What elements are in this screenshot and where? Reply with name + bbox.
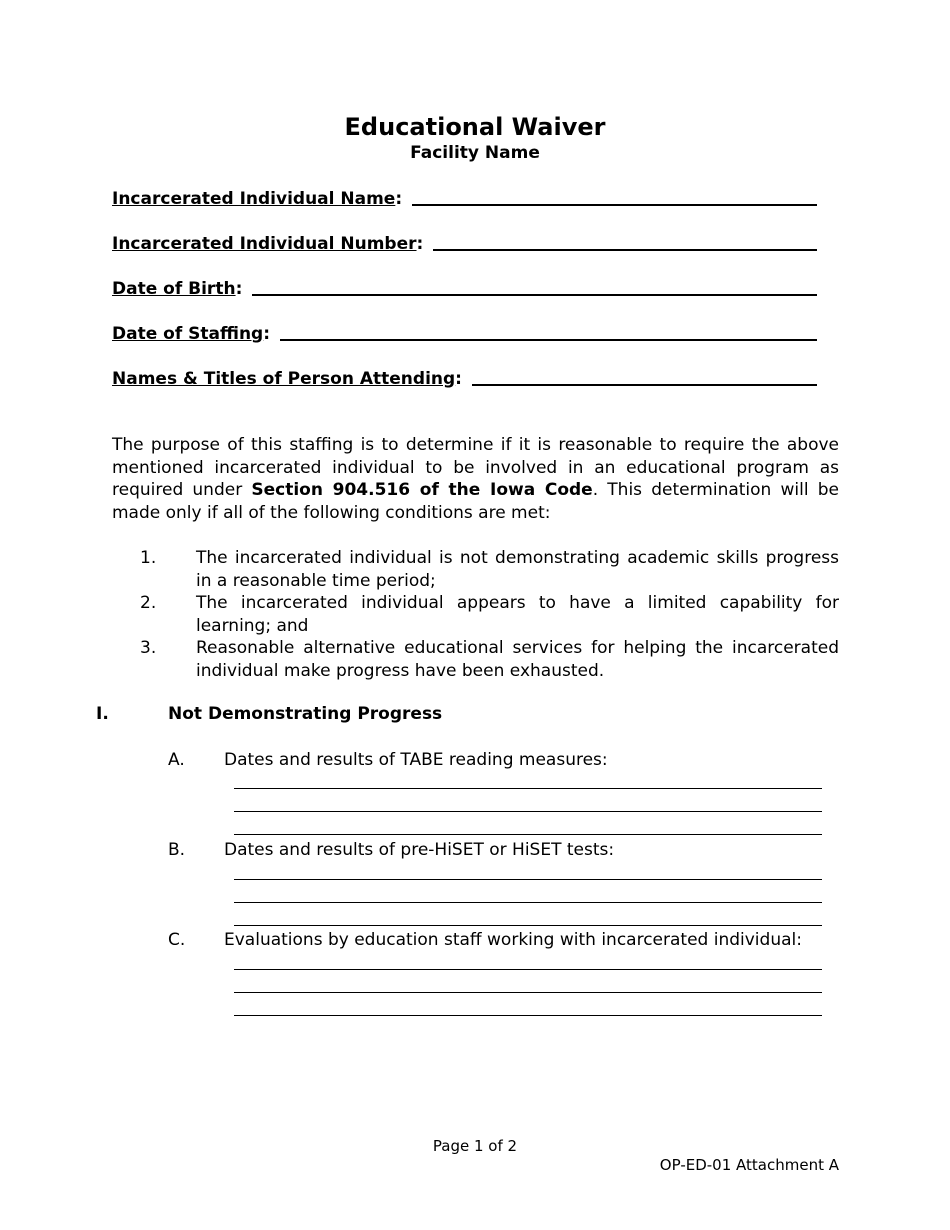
- field-label: Date of Birth: [112, 279, 236, 299]
- document-title: Educational Waiver: [344, 113, 606, 141]
- condition-number: 2.: [140, 593, 157, 613]
- condition-text: Reasonable alternative educational services for helping the incarcerated individual make progress have been exhausted.: [196, 638, 839, 681]
- item-letter: B.: [168, 840, 186, 860]
- purpose-text-start: The purpose of this staffing is to determine if it is reasonable to require the above mentioned incarcerated individual to be involved in an educational program as required under: [112, 435, 839, 501]
- field-colon: :: [395, 189, 403, 209]
- page-number: Page 1 of 2: [432, 1137, 518, 1155]
- field-individual-name: [112, 186, 817, 210]
- write-in-line[interactable]: [234, 834, 822, 835]
- write-in-line[interactable]: [234, 788, 822, 789]
- item-text: Evaluations by education staff working with incarcerated individual:: [224, 930, 802, 950]
- individual-name-blank[interactable]: [412, 204, 817, 206]
- item-letter: A.: [168, 750, 185, 770]
- field-label: Incarcerated Individual Number: [112, 234, 417, 254]
- field-label: Incarcerated Individual Name: [112, 189, 396, 209]
- date-of-staffing-blank[interactable]: [280, 339, 817, 341]
- write-in-line[interactable]: [234, 969, 822, 970]
- condition-text: The incarcerated individual is not demonstrating academic skills progress in a reasonable time period;: [196, 548, 839, 591]
- field-colon: :: [235, 279, 243, 299]
- write-in-line[interactable]: [234, 902, 822, 903]
- facility-name: Facility Name: [410, 143, 540, 163]
- write-in-line[interactable]: [234, 1015, 822, 1016]
- purpose-text-end: . This determination will be made only if all of the following conditions are met:: [112, 480, 839, 523]
- section-title: Not Demonstrating Progress: [168, 704, 443, 724]
- write-in-line[interactable]: [234, 811, 822, 812]
- field-label: Date of Staffing: [112, 324, 264, 344]
- field-date-of-staffing: [112, 321, 817, 345]
- field-colon: :: [263, 324, 271, 344]
- field-persons-attending: [112, 366, 817, 390]
- item-letter: C.: [168, 930, 186, 950]
- field-colon: :: [416, 234, 424, 254]
- document-id: OP-ED-01 Attachment A: [659, 1156, 839, 1174]
- write-in-line[interactable]: [234, 925, 822, 926]
- item-text: Dates and results of pre-HiSET or HiSET tests:: [224, 840, 615, 860]
- write-in-line[interactable]: [234, 992, 822, 993]
- field-label: Names & Titles of Person Attending: [112, 369, 456, 389]
- field-colon: :: [455, 369, 462, 389]
- item-text: Dates and results of TABE reading measures:: [224, 750, 608, 770]
- section-number: I.: [96, 704, 109, 724]
- condition-number: 1.: [140, 548, 157, 568]
- field-individual-number: [112, 231, 817, 255]
- condition-text: The incarcerated individual appears to have a limited capability for learning; and: [196, 593, 839, 636]
- individual-number-blank[interactable]: [433, 249, 817, 251]
- write-in-line[interactable]: [234, 879, 822, 880]
- date-of-birth-blank[interactable]: [252, 294, 817, 296]
- purpose-paragraph: [112, 434, 839, 524]
- code-reference: Section 904.516 of the Iowa Code: [251, 480, 593, 501]
- persons-attending-blank[interactable]: [472, 384, 817, 386]
- field-date-of-birth: [112, 276, 817, 300]
- condition-number: 3.: [140, 638, 157, 658]
